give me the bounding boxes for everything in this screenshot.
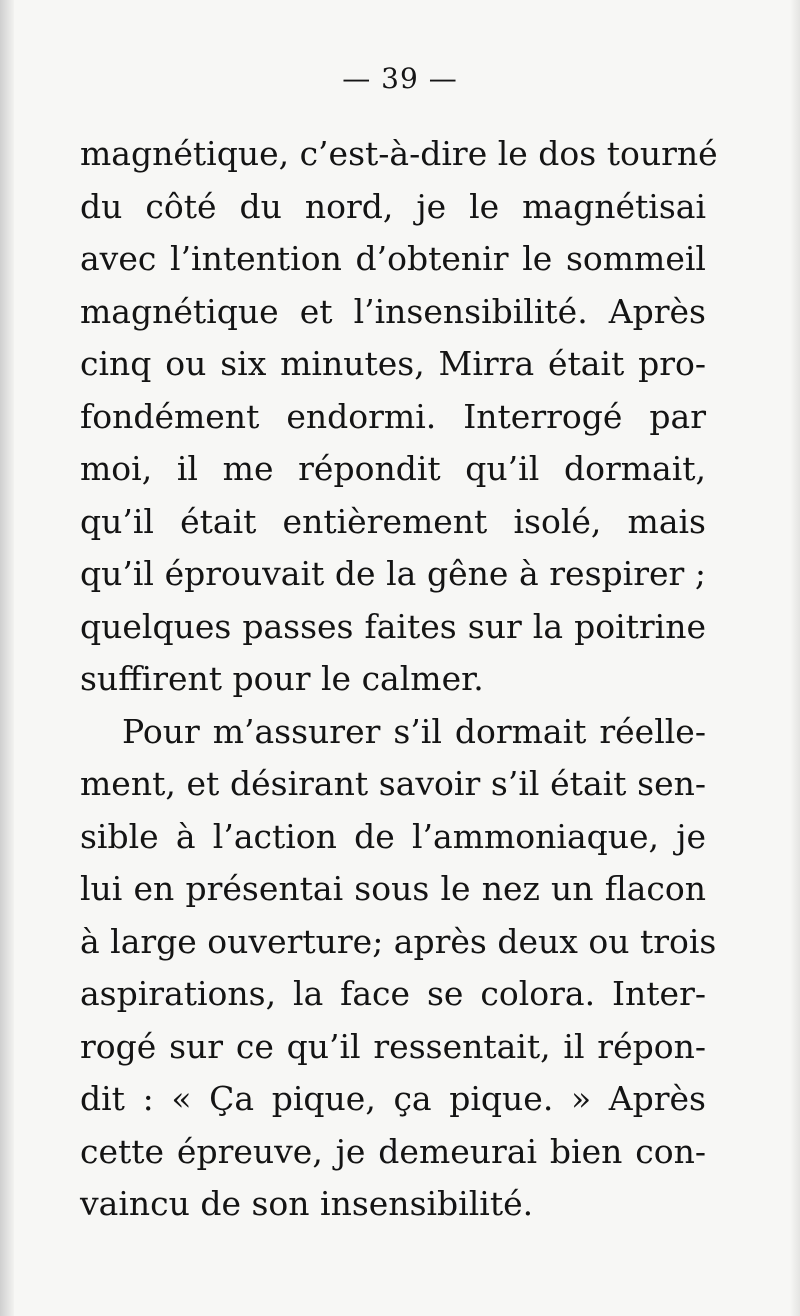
text-line: suffirent pour le calmer.: [80, 659, 484, 698]
text-line: qu’il était entièrement isolé, mais: [80, 501, 706, 541]
text-line: du côté du nord, je le magnétisai: [80, 186, 706, 226]
text-line: vaincu de son insensibilité.: [80, 1184, 534, 1223]
text-line: Pour m’assurer s’il dormait réelle-: [122, 711, 706, 751]
text-line: qu’il éprouvait de la gêne à respirer ;: [80, 554, 706, 593]
text-line: ment, et désirant savoir s’il était sen-: [80, 764, 706, 803]
text-line: lui en présentai sous le nez un flacon: [80, 869, 706, 908]
page-number: — 39 —: [342, 62, 458, 95]
page-gutter-shadow: [0, 0, 14, 1316]
page-edge-shadow: [790, 0, 800, 1316]
text-line: aspirations, la face se colora. Inter-: [80, 974, 706, 1013]
text-line: cinq ou six minutes, Mirra était pro-: [80, 344, 706, 383]
text-line: avec l’intention d’obtenir le sommeil: [80, 239, 706, 278]
text-line: dit : « Ça pique, ça pique. » Après: [80, 1079, 706, 1118]
text-line: quelques passes faites sur la poitrine: [80, 606, 706, 646]
text-line: magnétique, c’est-à-dire le dos tourné: [80, 134, 718, 173]
text-line: cette épreuve, je demeurai bien con-: [80, 1131, 706, 1171]
text-line: fondément endormi. Interrogé par: [80, 396, 706, 436]
body-text: [80, 128, 718, 1231]
text-line: à large ouverture; après deux ou trois: [80, 921, 717, 961]
text-line: magnétique et l’insensibilité. Après: [80, 291, 706, 331]
text-line: rogé sur ce qu’il ressentait, il répon-: [80, 1026, 706, 1066]
text-line: moi, il me répondit qu’il dormait,: [80, 449, 706, 488]
text-line: sible à l’action de l’ammoniaque, je: [80, 816, 706, 856]
